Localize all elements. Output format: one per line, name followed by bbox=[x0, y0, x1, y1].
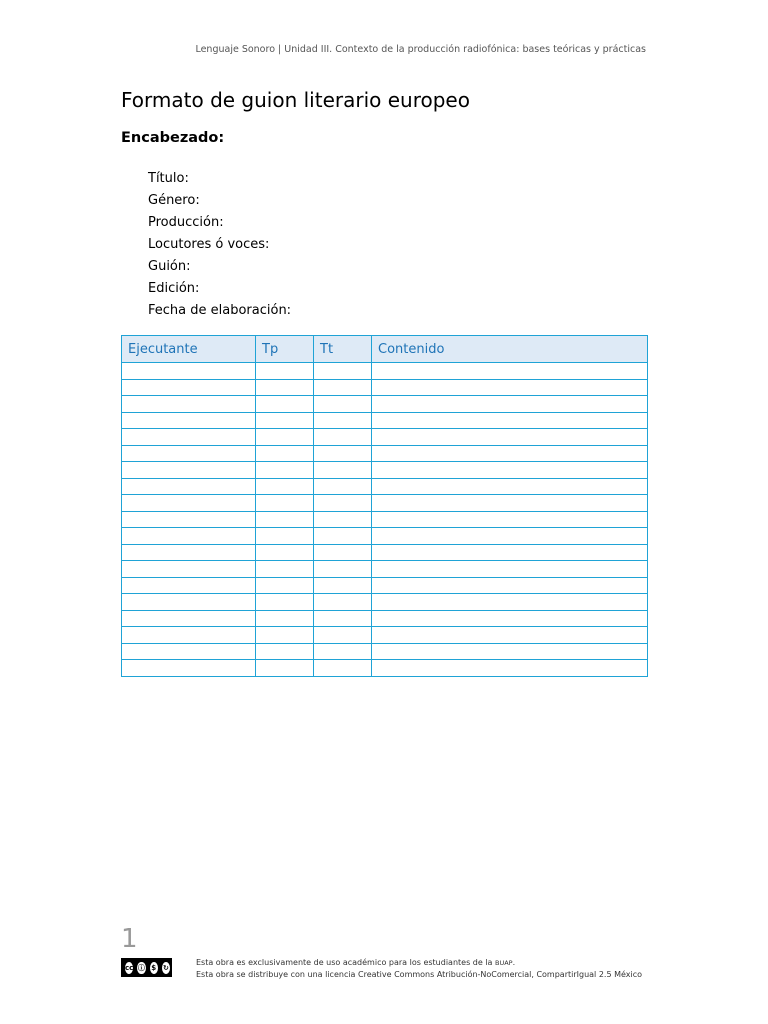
table-row bbox=[122, 561, 648, 578]
table-cell[interactable] bbox=[314, 462, 372, 479]
table-cell[interactable] bbox=[256, 660, 314, 677]
table-cell[interactable] bbox=[372, 445, 648, 462]
table-row bbox=[122, 478, 648, 495]
script-table bbox=[121, 335, 648, 677]
table-cell[interactable] bbox=[122, 577, 256, 594]
running-header: Lenguaje Sonoro | Unidad III. Contexto de la producción radiofónica: bases teóricas y prácticas bbox=[195, 44, 646, 55]
table-cell[interactable] bbox=[122, 462, 256, 479]
table-row bbox=[122, 495, 648, 512]
table-cell[interactable] bbox=[314, 627, 372, 644]
table-cell[interactable] bbox=[122, 445, 256, 462]
table-cell[interactable] bbox=[372, 544, 648, 561]
table-cell[interactable] bbox=[256, 396, 314, 413]
table-cell[interactable] bbox=[372, 511, 648, 528]
license-line-2: Esta obra se distribuye con una licencia Creative Commons Atribución-NoComercial, CompartirIgual 2.5 México bbox=[196, 970, 643, 979]
table-cell[interactable] bbox=[256, 561, 314, 578]
table-cell[interactable] bbox=[372, 412, 648, 429]
sa-circle-icon: ↻ bbox=[161, 961, 171, 975]
table-row bbox=[122, 396, 648, 413]
table-row bbox=[122, 627, 648, 644]
table-cell[interactable] bbox=[314, 379, 372, 396]
table-cell[interactable] bbox=[256, 429, 314, 446]
table-cell[interactable] bbox=[122, 429, 256, 446]
table-cell[interactable] bbox=[372, 396, 648, 413]
cc-by-nc-sa-icon bbox=[121, 958, 172, 977]
cc-circle-icon: cc bbox=[124, 961, 134, 975]
table-cell[interactable] bbox=[256, 478, 314, 495]
table-cell[interactable] bbox=[256, 643, 314, 660]
field-fecha: Fecha de elaboración: bbox=[148, 303, 292, 318]
table-cell[interactable] bbox=[256, 412, 314, 429]
table-cell[interactable] bbox=[372, 643, 648, 660]
table-cell[interactable] bbox=[314, 660, 372, 677]
table-cell[interactable] bbox=[122, 495, 256, 512]
table-cell[interactable] bbox=[256, 363, 314, 380]
table-cell[interactable] bbox=[372, 462, 648, 479]
table-cell[interactable] bbox=[314, 610, 372, 627]
table-body bbox=[122, 363, 648, 677]
column-header-tt: Tt bbox=[314, 336, 372, 363]
table-cell[interactable] bbox=[122, 363, 256, 380]
table-cell[interactable] bbox=[122, 528, 256, 545]
table-cell[interactable] bbox=[256, 445, 314, 462]
table-row bbox=[122, 610, 648, 627]
table-cell[interactable] bbox=[314, 544, 372, 561]
table-cell[interactable] bbox=[372, 577, 648, 594]
table-row bbox=[122, 528, 648, 545]
table-header-row bbox=[122, 336, 648, 363]
page-number: 1 bbox=[121, 924, 138, 954]
table-cell[interactable] bbox=[256, 577, 314, 594]
table-cell[interactable] bbox=[122, 643, 256, 660]
table-cell[interactable] bbox=[372, 627, 648, 644]
table-cell[interactable] bbox=[256, 610, 314, 627]
table-cell[interactable] bbox=[256, 511, 314, 528]
table-cell[interactable] bbox=[314, 429, 372, 446]
table-cell[interactable] bbox=[122, 379, 256, 396]
table-row bbox=[122, 594, 648, 611]
page-title: Formato de guion literario europeo bbox=[121, 88, 470, 112]
table-row bbox=[122, 643, 648, 660]
table-cell[interactable] bbox=[372, 495, 648, 512]
table-row bbox=[122, 412, 648, 429]
table-cell[interactable] bbox=[256, 627, 314, 644]
field-titulo: Título: bbox=[148, 171, 189, 186]
table-row bbox=[122, 363, 648, 380]
field-locutores: Locutores ó voces: bbox=[148, 237, 270, 252]
column-header-tp: Tp bbox=[256, 336, 314, 363]
table-cell[interactable] bbox=[256, 379, 314, 396]
table-cell[interactable] bbox=[314, 412, 372, 429]
column-header-contenido: Contenido bbox=[372, 336, 648, 363]
table-cell[interactable] bbox=[122, 412, 256, 429]
header-fields-list bbox=[148, 168, 291, 322]
table-row bbox=[122, 544, 648, 561]
table-row bbox=[122, 379, 648, 396]
by-circle-icon: ⓘ bbox=[136, 961, 146, 975]
field-guion: Guión: bbox=[148, 259, 191, 274]
table-cell[interactable] bbox=[122, 594, 256, 611]
table-row bbox=[122, 462, 648, 479]
field-produccion: Producción: bbox=[148, 215, 224, 230]
table-row bbox=[122, 445, 648, 462]
table-cell[interactable] bbox=[372, 528, 648, 545]
table-row bbox=[122, 429, 648, 446]
table-cell[interactable] bbox=[122, 478, 256, 495]
table-cell[interactable] bbox=[256, 594, 314, 611]
table-cell[interactable] bbox=[122, 511, 256, 528]
table-cell[interactable] bbox=[372, 478, 648, 495]
table-cell[interactable] bbox=[314, 495, 372, 512]
table-cell[interactable] bbox=[372, 594, 648, 611]
table-cell[interactable] bbox=[372, 660, 648, 677]
nc-circle-icon: $ bbox=[149, 961, 159, 975]
table-cell[interactable] bbox=[122, 660, 256, 677]
field-genero: Género: bbox=[148, 193, 200, 208]
table-cell[interactable] bbox=[122, 544, 256, 561]
table-cell[interactable] bbox=[256, 528, 314, 545]
table-cell[interactable] bbox=[314, 511, 372, 528]
table-cell[interactable] bbox=[314, 478, 372, 495]
table-cell[interactable] bbox=[256, 495, 314, 512]
table-cell[interactable] bbox=[314, 363, 372, 380]
table-cell[interactable] bbox=[314, 445, 372, 462]
table-cell[interactable] bbox=[122, 627, 256, 644]
table-row bbox=[122, 660, 648, 677]
table-cell[interactable] bbox=[314, 577, 372, 594]
section-heading: Encabezado: bbox=[121, 130, 225, 146]
field-edicion: Edición: bbox=[148, 281, 200, 296]
table-cell[interactable] bbox=[372, 379, 648, 396]
table-cell[interactable] bbox=[372, 561, 648, 578]
table-cell[interactable] bbox=[314, 643, 372, 660]
license-notice bbox=[196, 957, 646, 987]
table-cell[interactable] bbox=[314, 396, 372, 413]
table-cell[interactable] bbox=[256, 544, 314, 561]
column-header-ejecutante: Ejecutante bbox=[122, 336, 256, 363]
table-cell[interactable] bbox=[372, 363, 648, 380]
table-cell[interactable] bbox=[314, 594, 372, 611]
table-cell[interactable] bbox=[314, 561, 372, 578]
table-cell[interactable] bbox=[122, 561, 256, 578]
table-cell[interactable] bbox=[256, 462, 314, 479]
table-cell[interactable] bbox=[122, 610, 256, 627]
license-line-1: Esta obra es exclusivamente de uso académico para los estudiantes de la BUAP. bbox=[196, 958, 516, 967]
table-row bbox=[122, 511, 648, 528]
table-cell[interactable] bbox=[122, 396, 256, 413]
table-row bbox=[122, 577, 648, 594]
table-cell[interactable] bbox=[372, 610, 648, 627]
table-cell[interactable] bbox=[314, 528, 372, 545]
table-cell[interactable] bbox=[372, 429, 648, 446]
